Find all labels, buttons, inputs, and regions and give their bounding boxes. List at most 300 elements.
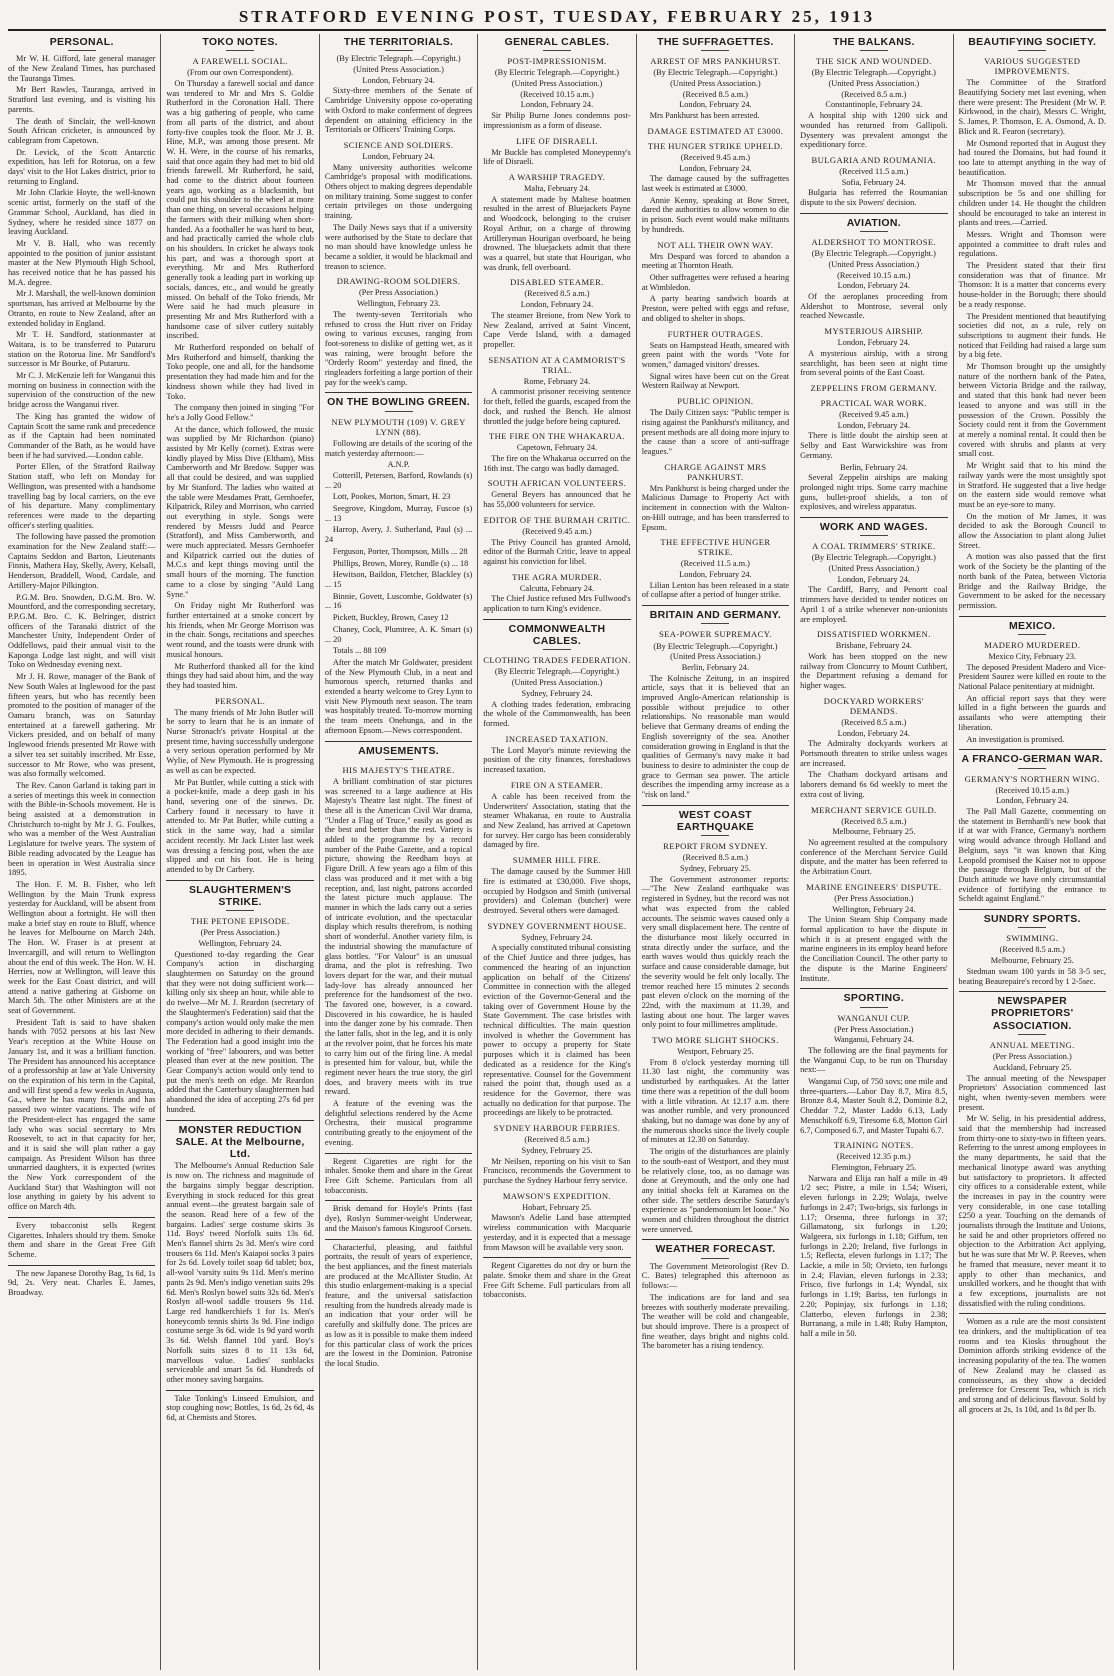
dateline: (United Press Association.): [828, 79, 920, 89]
section-divider: [325, 1200, 472, 1201]
article-paragraph: The Daily News says that if a university were authorised by the State to declare that no man should have knowledge unless he became a soldier, it would be blackmail and treason to science.: [324, 222, 473, 271]
article-paragraph: The Cardiff, Barry, and Penortt coal trimmers have decided to tender notices on April 1 of a strike whenever non-unionists are employed.: [800, 585, 948, 624]
dateline: London, February 24.: [837, 281, 910, 291]
short-rule: [226, 50, 254, 51]
article-paragraph: The new Japanese Dorothy Bag, 1s 6d, 1s 9d, 2s. Very neat. Charles E. James, Broadway.: [8, 1268, 156, 1298]
sub-heading: POST-IMPRESSIONISM.: [507, 56, 607, 67]
short-rule: [1018, 634, 1046, 635]
dateline: London, February 24.: [837, 338, 910, 348]
article-paragraph: Mr Wright said that to his mind the railway yards were the most unsightly spot in Stratford. He suggested that a live hedge on the eastern side would remove what must be an eye-sore to many.: [958, 461, 1106, 509]
sub-heading: MADERO MURDERED.: [984, 639, 1081, 650]
article-paragraph: Messrs. Wright and Thomson were appointed a committee to draft rules and regulations.: [958, 229, 1106, 259]
article-paragraph: P.G.M. Bro. Snowden, D.G.M. Bro. W. Mountford, and the corresponding secretary, P.P.G.M. Bro. C. K. Belringer, district officers of the Taranaki district of the Manchester Unity, Independent Order of Oddfellows, paid their annual visit to the Kaponga Lodge last night, and will visit Toko on Wednesday evening next.: [8, 592, 156, 670]
sub-heading: DOCKYARD WORKERS' DEMANDS.: [823, 695, 924, 716]
masthead-rule: [8, 29, 1106, 31]
article-paragraph: Cotterill, Petersen, Barford, Rowlands (s) ... 20: [324, 470, 473, 490]
sub-heading: THE HUNGER STRIKE UPHELD.: [647, 140, 783, 151]
dateline: (Received 8.5 a.m.): [841, 89, 907, 99]
article-paragraph: Stedman swam 100 yards in 58 3-5 sec, beating Beaurepaire's record by 1 2-5sec.: [958, 966, 1106, 986]
article-paragraph: Seegrove, Kingdom, Murray, Fuscoe (s) ... 13: [324, 504, 473, 523]
dateline: Wellington, February 23.: [356, 299, 441, 309]
section-heading: THE TERRITORIALS.: [343, 36, 454, 48]
dateline: (By Electric Telegraph.—Copyright.): [653, 641, 778, 651]
short-rule: [385, 50, 413, 51]
article-paragraph: Mr Rutherford thanked all for the kind things they had said about him, and the way they had toasted him.: [166, 661, 314, 690]
sub-heading: CHARGE AGAINST MRS PANKHURST.: [664, 461, 767, 482]
article-paragraph: Mr Neilsen, reporting on his visit to San Francisco, recommends the Government to purchase the Sydney Harbour ferry service.: [483, 1156, 631, 1185]
sub-heading: DRAWING-ROOM SOLDIERS.: [336, 276, 461, 287]
section-divider: [800, 213, 947, 214]
article-paragraph: Characterful, pleasing, and faithful portraits, the result of years of experience, the best appliances, and the finest materials are produced at the McAllister Studio. At this studio enlargement-making is a special feature, and the universal satisfaction resulting from the hundreds already made is an indication that your order will be carefully and skilfully done. The prices are as low as it is possible to make them indeed for this particular class of work the prices are the lowest in the Dominion. Patronise the local Studio.: [324, 1242, 473, 1368]
sub-heading: NEW PLYMOUTH (109) V. GREY LYNN (88).: [331, 416, 466, 437]
dateline: (From our own Correspondent).: [187, 68, 294, 78]
sub-heading: PERSONAL.: [215, 695, 266, 706]
dateline: Hobart, February 25.: [522, 1202, 592, 1212]
columns: [8, 34, 1106, 1670]
article-paragraph: Take Tonking's Linseed Emulsion, and stop coughing now; Bottles, 1s 6d, 2s 6d, 4s 6d, at Chemists and Stores.: [166, 1393, 314, 1423]
section-divider: [166, 1120, 313, 1121]
article-paragraph: The Government Meteorologist (Rev D. C. Bates) telegraphed this afternoon as follows:—: [641, 1261, 790, 1291]
article-paragraph: The Hon. F. M. B. Fisher, who left Wellington by the Main Trunk express yesterday for Auckland, will be absent from Wellington about a fortnight. He will then make a brief stay en route to Bluff, whence he leaves for Melbourne on March 24th. The Hon. W. Fraser is at present at Invercargill, and will return to Wellington about the end of this week. The Hon. W. H. Herries, now at Wellington, will leave this week for the East Coast district, and will attend a native gathering at Gisborne on March 5th. The other Ministers are at the seat of Government.: [8, 879, 156, 1016]
article-paragraph: The Chief Justice refused Mrs Fullwood's application to turn King's evidence.: [483, 594, 631, 614]
article-paragraph: The King has granted the widow of Captain Scott the same rank and precedence as if the Captain had been nominated Commander of the Bath, as he would have been if he had survived.—London cable.: [8, 411, 156, 460]
sub-heading: PUBLIC OPINION.: [677, 396, 754, 407]
article-paragraph: Mr John Clarkie Hoyte, the well-known scenic artist, formerly on the staff of the Grammar School, Auckland, has died in Sydney, where he resided since 1877 on leaving Auckland.: [8, 188, 156, 237]
sub-heading: MERCHANT SERVICE GUILD.: [811, 804, 937, 815]
sub-heading: SWIMMING.: [1006, 933, 1059, 944]
dateline: Constantinople, February 24.: [825, 100, 923, 110]
article-paragraph: Mrs Pankhurst is being charged under the Malicious Damage to Property Act with incitement in connection with the Walton-on-Hill outrage, and has been transferred to Epsom.: [641, 483, 790, 532]
article-paragraph: Mr W. H. Gifford, late general manager of the New Zealand Times, has purchased the Tauranga Times.: [8, 54, 156, 83]
article-paragraph: Many university authorities welcome Cambridge's proposal with modifications. Others object to making degrees dependable on military training. Some suggest to confer certain privileges on those undergoing training.: [324, 162, 473, 221]
sub-heading: PRACTICAL WAR WORK.: [820, 397, 928, 408]
dateline: (Received 9.45 a.m.): [680, 152, 751, 162]
dateline: London, February 24.: [679, 100, 752, 110]
sub-heading: THE SICK AND WOUNDED.: [815, 56, 932, 67]
sub-heading: MYSTERIOUS AIRSHIP.: [824, 326, 924, 337]
section-divider: [483, 1257, 630, 1258]
short-rule: [860, 231, 888, 232]
article-paragraph: No agreement resulted at the compulsory conference of the Merchant Service Guild dispute, and the matter has been referred to the Arbitration Court.: [800, 838, 948, 877]
sub-heading: WANGANUI CUP.: [837, 1012, 911, 1023]
article-paragraph: Lilian Lenton has been released in a state of collapse after a period of hunger strike.: [641, 580, 790, 600]
article-paragraph: The Chatham dockyard artisans and laborers demand 6s 6d weekly to meet the extra cost of living.: [800, 770, 948, 799]
article-paragraph: A statement made by Maltese boatmen resulted in the arrest of Bluejackets Payne and Woodcock, belonging to the cruiser Royal Arthur, on a charge of throwing Artilleryman Hourigan overboard, he being drowned. The bluejackets admit that there was a quarrel, but state that Hourigan, who was drunk, fell overboard.: [483, 194, 631, 272]
dateline: (By Electric Telegraph.—Copyright.): [811, 68, 936, 78]
article-paragraph: A brilliant combination of star pictures was screened to a large audience at His Majesty's Theatre last night. The finest of these all is the American Civil War drama, "Under a Flag of Truce," easily as good as the best and better than the rest. Variety is added to the programme by a record number of the Pathe Gazette, and a topical picture, showing the Reedham boys at Figure Drill. A few years ago a film of this class was produced and it met with a big reception, and, last night, patrons accorded the latest picture much applause. The manner in which the lads carry out a series of intricate evolution, and the spectacular display which results therefrom, is nothing short of wonderful. Another variety film, is the industrial showing the manufacture of glass bottles. "For Valour" is an unusual drama, and the plot is refreshing. Two lovers depart for the war, and their mutual lady-love has already announced her preference for the handsomest of the two. The favored one, however, is a coward. Discovered in his cowardice, he is hauled into the danger zone by his comrade. Then the latter falls, shot in the leg, and it is only at the revolver point, that he forces his mate to carry him out of the firing line. A medal is presented him for valour, but, while the regiment never hears the true story, the girl does, and bravery meets with its true reward.: [324, 776, 473, 1097]
article-paragraph: The Lord Mayor's minute reviewing the position of the city finances, foreshadows increased taxation.: [483, 745, 631, 775]
dateline: (Received 12.35 p.m.): [836, 1152, 911, 1162]
short-rule: [543, 649, 571, 650]
article-paragraph: The many friends of Mr John Butler will be sorry to learn that he is an inmate of Nurse Stronach's private Hospital at the present time, having successfully undergone a very serious operation performed by Mr Wylie, of New Plymouth. He is progressing as well as can be expected.: [166, 707, 314, 775]
article-paragraph: The twenty-seven Territorials who refused to cross the Hutt river on Friday owing to various excuses, ranging from foot-soreness to dislike of getting wet, as it was raining, were brought before the "Orderly Room" yesterday and fined, the ringleaders forfeiting a large portion of their pay for the week's camp.: [324, 309, 473, 387]
dateline: Westport, February 25.: [677, 1047, 754, 1057]
dateline: Sydney, February 24.: [521, 932, 593, 942]
section-divider: [642, 605, 789, 606]
short-rule: [1018, 768, 1046, 769]
sub-heading: TWO MORE SLIGHT SHOCKS.: [652, 1035, 779, 1046]
article-paragraph: Mr T. H. Sandford, stationmaster at Waitara, is to be transferred to Putaruru station on the Rotorua line. Mr Sandford's successor is Mr Bourke, of Putaruru.: [8, 330, 156, 369]
article-paragraph: Lott, Pookes, Morton, Smart, H. 23: [332, 492, 451, 502]
article-paragraph: A mysterious airship, with a strong searchlight, has been seen at night time from several points of the East Coast.: [800, 348, 948, 378]
article-paragraph: An investigation is promised.: [966, 734, 1065, 744]
article-paragraph: Sixty-three members of the Senate of Cambridge University oppose co-operating with Oxford to make conferment of degrees dependent on attaining efficiency in the Territorials or Officers' Training Corps.: [324, 86, 473, 135]
sub-heading: A FAREWELL SOCIAL.: [192, 56, 288, 67]
dateline: (Per Press Association.): [834, 1024, 914, 1034]
short-rule: [1018, 50, 1046, 51]
article-paragraph: The steamer Breione, from New York to New Zealand, arrived at Saint Vincent, Cape Verde Island, with a damaged propeller.: [483, 310, 631, 349]
dateline: London, February 24.: [837, 728, 910, 738]
article-paragraph: The Pall Mall Gazette, commenting on the statement in Bernhardi's new book that if at war with France, Germany's northern wing would advance through Holland and Belgium, says "it was known that King Leopold promised the Kaiser not to oppose the passage through Belgium, but of the Dutch attitude we have only circumstantial evidence of fortifying the entrance to Scheldt against England.": [958, 807, 1106, 904]
article-paragraph: An official report says that they were killed in a fight between the guards and assailants who were attempting their liberation.: [958, 693, 1106, 732]
dateline: (By Electric Telegraph.—Copyright.): [494, 68, 620, 78]
column-2: [160, 34, 318, 1670]
dateline: Mexico City, February 23.: [988, 651, 1077, 661]
sub-heading: NOT ALL THEIR OWN WAY.: [657, 239, 774, 250]
section-heading: MONSTER REDUCTION SALE. At the Melbourne, Ltd.: [175, 1123, 305, 1161]
dateline: (By Electric Telegraph.—Copyright.): [336, 54, 461, 64]
sub-heading: A WARSHIP TRAGEDY.: [508, 172, 606, 182]
dateline: Sydney, February 25.: [679, 864, 751, 874]
article-paragraph: Mr J. H. Rowe, manager of the Bank of New South Wales at Inglewood for the past fifteen years, but who has recently been promoted to the position of manager of the Oamaru branch, was on Saturday entertained at a farewell gathering. Mr Vickers presided, and on behalf of many Inglewood friends presented Mr Rowe with a silver tea set suitably inscribed. Mr Esse, successor to Mr Rowe, who was present, was also formally welcomed.: [8, 672, 156, 779]
sub-heading: THE AGRA MURDER.: [512, 571, 602, 582]
article-paragraph: Totals ... 88 109: [332, 646, 387, 656]
sub-heading: REPORT FROM SYDNEY.: [663, 841, 768, 852]
dateline: (Received 8.5 a.m.): [682, 89, 748, 99]
section-divider: [959, 616, 1106, 617]
article-paragraph: Mr Thomson moved that the annual subscription be 5s and one shilling for children under 14. He thought the children should be encouraged to take an interest in plants and trees.—Carried.: [958, 179, 1106, 228]
article-paragraph: A motion was also passed that the first work of the Society be the planting of the north bank of the Patea, between Victoria Bridge and the Railway Bridge, the Government to be asked for the necessary permission.: [958, 552, 1106, 610]
dateline: Melbourne, February 25.: [990, 956, 1074, 966]
section-heading: BEAUTIFYING SOCIETY.: [968, 36, 1097, 48]
sub-heading: THE PETONE EPISODE.: [190, 916, 290, 927]
article-paragraph: Ferguson, Porter, Thompson, Mills ... 28: [332, 546, 468, 556]
article-paragraph: Work has been stopped on the new railway from Cloncurry to Mount Cuthbert, the Department refusing a demand for higher wages.: [800, 652, 948, 691]
section-divider: [166, 1390, 313, 1391]
sub-heading: SENSATION AT A CAMMORIST'S TRIAL.: [488, 354, 626, 375]
section-heading: A FRANCO-GERMAN WAR.: [961, 753, 1103, 766]
dateline: (By Electric Telegraph.—Copyright.): [811, 553, 936, 563]
article-paragraph: Mr Buckle has completed Moneypenny's life of Disraeli.: [483, 147, 631, 167]
article-paragraph: The President stated that their first consideration was that of finance. Mr Thomson: It is a matter that concerns every house-holder in the Borough; there should be a ready response.: [958, 261, 1106, 309]
short-rule: [701, 50, 729, 51]
article-paragraph: Hewitson, Baildon, Fletcher, Blackley (s) ... 15: [324, 570, 473, 589]
section-divider: [325, 741, 472, 742]
sub-heading: INCREASED TAXATION.: [505, 733, 609, 744]
dateline: Brisbane, February 24.: [835, 641, 912, 651]
article-paragraph: The origin of the disturbances are plainly to the south-east of Westport, and they must be relatively close, too, as no damage was done at Greymouth, and the only one had any initial shocks felt at Karamea on the other side. The settlers describe Saturday's experience as "pandemonium let loose." No women and children throughout the district were unnerved.: [641, 1147, 790, 1234]
article-paragraph: The Rev. Canon Garland is taking part in a series of meetings this week in connection with the Bible-in-Schools movement. He is being assisted at a demonstration in Christchurch to-night by Mr J. G. Foulkes, who was a member of the West Australian Legislature for twelve years. The system of Bible reading advocated by the League has been in operation in West Australia since 1895.: [8, 780, 156, 878]
section-divider: [325, 392, 472, 393]
dateline: (United Press Association.): [511, 678, 603, 688]
section-divider: [642, 1239, 789, 1240]
article-paragraph: The Melbourne's Annual Reduction Sale is now on. The richness and magnitude of the bargains simply beggar description. Everything in stock reduced for this great annual event—the greatest bargain sale of the season. Read here of a few of the bargains. Ladies' serge costume skirts 3s 11d. Boys' tweed Norfolk suits 13s 6d. Men's flannel shirts 2s 3d. Men's wire cord trousers 6s 11d. Men's Kaiapoi socks 3 pairs for 2s 6d. Lovely toilet soap 6d tablet; box, all-wool 'varsity suits 9s 11d. Men's merino pants 2s 9d. Men's indigo venetian suits 29s 6d. Men's Roslyn bowel suits 32s 6d. Men's Roslyn all-wool saddle trousers 9s 11d. Large red handkerchiefs 1 for 1s. Men's honeycomb tennis shirts 3s 9d. Fine indigo costume serge 3s 6d. wide 1s 9d yard worth 3s 6d. Welsh flannel 10d yard. Boy's Norfolk suits sizes 8 to 11 13s 6d, marvellous value. Ladies' sunblacks serviceable and smart 5s 6d. Hundreds of other money saving bargains.: [166, 1161, 314, 1384]
article-paragraph: The death of Sinclair, the well-known South African cricketer, is announced by cablegram from Capetown.: [8, 116, 156, 145]
article-paragraph: Brisk demand for Hoyle's Prints (fast dye), Roslyn Summer-weight Underwear, and the Maison's famous Kingsroof Corsets.: [324, 1204, 473, 1233]
sub-heading: SUMMER HILL FIRE.: [512, 855, 602, 866]
dateline: London, February 24.: [837, 574, 910, 584]
section-heading: NEWSPAPER PROPRIETORS' ASSOCIATION.: [991, 995, 1074, 1032]
article-paragraph: A cammorist prisoner receiving sentence for theft, felled the guards, escaped from the dock, and rushed the Bench. He almost throttled the judge before being captured.: [483, 387, 631, 426]
article-paragraph: Mr W. Selig, in his presidential address, said that the membership had increased from thirty-one to sixty-two in fifteen years. Referring to the unrest among employees in the many departments, he said that the mechanical linotype award was anything but satisfactory to proprietors. It affected city offices to a considerable extent, while the increases in pay in the country were very considerable, in one case totalling £250 a year. Touching on the demands of journalists through the Institute and Unions, he said he and other proprietors offered no objection to the Arbitration Act applying, but he was sure that Mr W. P. Reeves, when he framed that measure, never meant it to apply to other than mechanics, and unskilled workers, and he thought that with a few exceptions, journalists are not dissatisfied with the ruling conditions.: [958, 1114, 1106, 1308]
dateline: (Received 8.5 a.m.): [682, 853, 748, 863]
article-paragraph: Signal wires have been cut on the Great Western Railway at Newport.: [641, 371, 790, 391]
article-paragraph: Mrs Pankhurst has been arrested.: [649, 111, 760, 121]
section-divider: [8, 1217, 155, 1218]
sub-heading: ZEPPELINS FROM GERMANY.: [810, 382, 938, 393]
section-heading: AVIATION.: [846, 216, 901, 229]
dateline: Capetown, February 24.: [516, 443, 598, 453]
dateline: (United Press Association.): [670, 79, 761, 89]
short-rule: [1018, 927, 1046, 928]
dateline: (Received 8.5 a.m.): [524, 1135, 590, 1145]
article-paragraph: Bulgaria has referred the Roumanian dispute to the six Powers' decision.: [800, 188, 948, 208]
sub-heading: VARIOUS SUGGESTED IMPROVEMENTS.: [984, 56, 1081, 77]
article-paragraph: Pickett, Buckley, Brown, Casey 12: [332, 613, 449, 623]
dateline: Rome, February 24.: [523, 376, 591, 386]
dateline: Sofia, February 24.: [841, 177, 906, 187]
dateline: London, February 24.: [362, 151, 435, 161]
article-paragraph: Mr Pat Buttler, while cutting a stick with a pocket-knife, made a deep gash in his hand, severing one of the sinews. Dr. Carbery found it necessary to have it attended to. Mr Pat Butler, while cutting a stick in the same way, had a similar accident recently. Mr Jack Lister last week was dressing a fencing post, when the axe slipped and cut his foot. He is being attended to by Dr Carbery.: [166, 777, 314, 874]
dateline: A.N.P.: [387, 460, 410, 470]
section-divider: [959, 909, 1106, 910]
dateline: (Per Press Association.): [359, 288, 439, 298]
section-heading: COMMONWEALTH CABLES.: [508, 622, 606, 648]
article-paragraph: At the dance, which followed, the music was supplied by Mr Richardson (piano) assisted by Mr Kelly (cornet). Extras were kindly played by Miss Dive (Eltham), Miss Camberworth and Mr Bredow. Supper was all that could be desired, and was supplied by Mr Stanford. The ladies who waited at the table were Mesdames Pratt, Gernhoefer, Kilpatrick, Riley and Morrison, who carried out everything in style. Songs were rendered by Messrs Judd and Pearce (Stratford), and Miss Camberworth, and were much appreciated. Messrs Gernhoefer and Kilpatrick carried out the duties of M.C.s and kept things moving until the small hours of the morning. The function came to a close by singing "Auld Lang Syne.": [166, 424, 314, 599]
article-paragraph: The company then joined in singing "For he's a Jolly Good Fellow.": [166, 403, 314, 422]
dateline: Flemington, February 25.: [831, 1163, 917, 1173]
section-heading: PERSONAL.: [49, 36, 114, 48]
dateline: (Received 10.15 a.m.): [995, 785, 1069, 795]
sub-heading: TRAINING NOTES.: [834, 1140, 914, 1151]
dateline: (Received 10.15 a.m.): [837, 270, 911, 280]
article-paragraph: From 8 o'clock yesterday morning till 11.30 last night, the community was undisturbed by earthquakes. At the latter time there was a repetition of the dull boom with a little vibration. At 12.17 a.m. there was another rumble, and very pronounced shaking, but no damage was done by any of the numerous shocks since the lively couple of minutes at 12.30 on Saturday.: [641, 1057, 790, 1145]
article-paragraph: The damage caused by the suffragettes last week is estimated at £3000.: [641, 174, 790, 194]
sub-heading: ALDERSHOT TO MONTROSE.: [811, 237, 937, 248]
section-heading: TOKO NOTES.: [202, 36, 278, 48]
sub-heading: FIRE ON A STEAMER.: [510, 779, 604, 790]
article-paragraph: The Daily Citizen says: "Public temper is rising against the Pankhurst's militancy, and present methods are all doing more injury to the cause than a score of anti-suffrage leagues.": [641, 408, 790, 456]
sub-heading: SEA-POWER SUPREMACY.: [658, 629, 772, 640]
dateline: Melbourne, February 25.: [832, 827, 916, 837]
article-paragraph: The indications are for land and sea breezes with southerly moderate prevailing. The weather will be cold and changeable, but should improve. There is a prospect of fine weather, days bright and nights cold. The barometer has a rising tendency.: [641, 1292, 790, 1351]
dateline: (United Press Association.): [511, 79, 603, 89]
column-1: [8, 34, 160, 1670]
article-paragraph: On Thursday a farewell social and dance was tendered to Mr and Mrs S. Goldie Rutherford in the Coronation Hall. There was a big gathering of people, who came from all parts of the district, and about forty-five couples took the floor. Mr J. B. Hine, M.P., was among those present. Mr W. H. Were, in the course of his remarks, said that once again they had met to bid old friends farewell. Mr Rutherford, he said, had come to the district about fourteen years ago, working as a blacksmith, but could put his shoulder to the wheel at more than one thing, on several occasions helping the farmers with their milking when short-handed. As a footballer he was hard to beat, and had practically carried the whole club on his shoulders. In cricket he always took his part, and was a thorough sport at everything. Mr and Mrs Rutherford generally took a leading part in working up socials, dances, etc., and would be greatly missed. On behalf of the Toko friends, Mr Were said he had much pleasure in presenting Mr and Mrs Rutherford with a handsome case of silver cutlery suitably inscribed.: [166, 79, 314, 341]
article-paragraph: Mr C. J. McKenzie left for Wanganui this morning on business in connection with the supervision of the construction of the new bridge across the Wanganui river.: [8, 371, 156, 410]
dateline: (United Press Association.): [828, 259, 920, 269]
article-paragraph: Annie Kenny, speaking at Bow Street, dared the authorities to allow women to die in prison. Such event would make militants by hundreds.: [641, 195, 790, 234]
dateline: (Per Press Association.): [200, 928, 280, 938]
article-paragraph: A feature of the evening was the delightful selections rendered by the Acme Orchestra, their musical programme contributing greatly to the enjoyment of the evening.: [324, 1099, 473, 1147]
article-paragraph: Mrs Despard was forced to abandon a meeting at Thornton Heath.: [641, 251, 790, 271]
article-paragraph: Porter Ellen, of the Stratford Railway Station staff, who left on Monday for Wellington, was presented with a handsome travelling bag by local carriers, on the eve of his departure. Many complimentary references were made to the departing officer's sterling qualities.: [8, 462, 156, 530]
dateline: Calcutta, February 24.: [519, 583, 595, 593]
section-divider: [325, 1153, 472, 1154]
sub-heading: GERMANY'S NORTHERN WING.: [964, 773, 1100, 784]
sub-heading: MAWSON'S EXPEDITION.: [502, 1190, 612, 1201]
sub-heading: ARREST OF MRS PANKHURST.: [650, 56, 781, 67]
sub-heading: THE EFFECTIVE HUNGER STRIKE.: [660, 537, 771, 558]
article-paragraph: Every tobacconist sells Regent Cigarettes. Inhalers should try them. Smoke them and share in the Great Free Gift Scheme.: [8, 1220, 156, 1259]
dateline: (Received 10.15 a.m.): [520, 89, 594, 99]
section-divider: [959, 1313, 1106, 1314]
section-heading: SLAUGHTERMEN'S STRIKE.: [188, 883, 292, 908]
article-paragraph: Mr Osmond reported that in August they had toured the Domains, but had found it too late to attempt anything in the way of beautification.: [958, 138, 1106, 177]
sub-heading: ANNUAL MEETING.: [989, 1040, 1075, 1051]
sub-heading: LIFE OF DISRAELI.: [516, 135, 598, 146]
article-paragraph: The following are the final payments for the Wanganui Cup, to be run on Thursday next:—: [800, 1045, 948, 1075]
article-paragraph: A cable has been received from the Underwriters' Association, stating that the steamer Whakarua, en route to Australia and New Zealand, has arrived at Capetown for survey. Her cargo has been considerably damaged by fire.: [483, 791, 631, 850]
short-rule: [860, 1007, 888, 1008]
section-heading: MEXICO.: [1009, 619, 1056, 632]
article-paragraph: Harrop, Avery, J. Sutherland, Paul (s) ... 24: [324, 525, 473, 545]
short-rule: [860, 50, 888, 51]
dateline: Sydney, February 24.: [521, 688, 593, 698]
dateline: Wellington, February 24.: [832, 904, 916, 914]
section-heading: ON THE BOWLING GREEN.: [327, 396, 470, 409]
section-heading: AMUSEMENTS.: [358, 744, 439, 757]
article-paragraph: President Taft is said to have shaken hands with 7052 persons at his last New Year's reception at the White House on January 1st, and it was a brilliant function. The President has announced his acceptance of a professorship at law at Yale University on the expiration of his term in the Capital, and will first spend a few weeks in Augusta, Ga., where he has many friends and has passed two winter vacations. The wife of the President-elect has engaged the same lady who was social secretary to Mrs Roosevelt, to act in that capacity for her, and it is said she will plan rather a gay campaign. As President Wilson has three unmarried daughters, it is expected (writes the New York correspondent of the Auckland Star) that Washington will not lose anything in gaiety by his advent to office on March 4th.: [8, 1017, 156, 1212]
dateline: London, February 24.: [520, 100, 594, 110]
section-heading: THE SUFFRAGETTES.: [657, 36, 774, 48]
section-heading: SUNDRY SPORTS.: [983, 913, 1081, 926]
sub-heading: SYDNEY HARBOUR FERRIES.: [493, 1123, 621, 1134]
column-6: [794, 34, 952, 1670]
dateline: Wanganui, February 24.: [833, 1035, 914, 1045]
article-paragraph: Mr Rutherford responded on behalf of Mrs Rutherford and himself, thanking the Toko people, one and all, for the handsome presentation they had made him and for the kindness shown while they had lived in Toko.: [166, 343, 314, 401]
sub-heading: SYDNEY GOVERNMENT HOUSE.: [487, 920, 627, 931]
article-paragraph: Mr Bert Rawles, Tauranga, arrived in Stratford last evening, and is visiting his parents.: [8, 85, 156, 114]
section-divider: [483, 619, 630, 620]
short-rule: [226, 910, 254, 911]
sub-heading: MARINE ENGINEERS' DISPUTE.: [806, 881, 942, 892]
article-paragraph: Other suffragettes were refused a hearing at Wimbledon.: [641, 273, 790, 292]
article-paragraph: A party bearing sandwich boards at Preston, were pelted with eggs and refuse, and obliged to shelter in shops.: [641, 294, 790, 323]
article-paragraph: There is little doubt the airship seen at Selby and East Warwickshire was from Germany.: [800, 431, 948, 460]
dateline: (Received 11.5 a.m.): [680, 559, 750, 569]
article-paragraph: Phillips, Brown, Morey, Rundle (s) ... 18: [332, 558, 469, 568]
dateline: Berlin, February 24.: [681, 662, 750, 672]
sub-heading: THE FIRE ON THE WHAKARUA.: [488, 431, 625, 442]
article-paragraph: The Privy Council has granted Arnold, editor of the Burmah Critic, leave to appeal against his conviction for libel.: [483, 537, 631, 567]
short-rule: [701, 1258, 729, 1259]
dateline: (Received 9.45 a.m.): [839, 410, 909, 420]
article-paragraph: The Government astronomer reports:—"The New Zealand earthquake was registered in Sydney, but the record was not what was expected from the cabled accounts. The seismic waves caused only a very small displacement here. The centre of the disturbance most likely occurred in strata directly under the surface, and the earth waves would thus quickly reach the surface and cause considerable damage, but the severity would be felt only locally. The tremor reached here 15 minutes 2 seconds past eleven o'clock on the morning of the 22nd, with the maximum at 11.39, and lasting about one hour. The larger waves only point to four millimetres amplitude.: [641, 874, 790, 1030]
article-paragraph: Wanganui Cup, of 750 sovs; one mile and three-quarters.—Labor Day 8.7, Mira 8.5, Bronze 8.4, Master Soult 8.2, Dominie 8.2, Cheddar 7.2, Master Laddo 6.13, Lady Menschikoff 6.9, Tiresome 6.8, Motton Girl 6.7, Composed 6.7, and Master Tupahi 6.7.: [800, 1077, 948, 1135]
article-paragraph: Questioned to-day regarding the Gear Company's action in discharging slaughtermen on Saturday on the ground that they were not doing sufficient work—killing only six sheep an hour, while able to do twelve—Mr M. J. Reardon (secretary of the Slaughtermen's Federation) said that the company's action would only make the men more decided in adhering to their demands. The Federation had a good insight into the working of "free" labourers, and was better pleased than ever at the new position. The Gear Company's action would only tend to put the men's teeth on edge. Mr Reardon added that the Canterbury slaughtermen had abandoned the idea of accepting 27s 6d per hundred.: [166, 949, 314, 1114]
dateline: Berlin, February 24.: [840, 462, 908, 472]
section-divider: [325, 1239, 472, 1240]
masthead: STRATFORD EVENING POST, TUESDAY, FEBRUARY 25, 1913: [238, 7, 876, 26]
article-paragraph: The damage caused by the Summer Hill fire is estimated at £30,000. Five shops, occupied by Hodgson and Smith (universal providers) and Coleman (butcher) were destroyed. Several others were damaged.: [483, 867, 631, 915]
article-paragraph: Dr. Levick, of the Scott Antarctic expedition, has left for Rotorua, on a few days' visit to the Hot Lakes district, prior to returning to England.: [8, 147, 156, 186]
short-rule: [860, 535, 888, 536]
dateline: (Received 8.5 a.m.): [841, 717, 907, 727]
sub-heading: CLOTHING TRADES FEDERATION.: [483, 655, 631, 666]
sub-heading: SCIENCE AND SOLDIERS.: [343, 139, 454, 150]
article-paragraph: Mr Thomson brought up the unsightly nature of the northern bank of the Patea, between Victoria Bridge and the railway, and stated that this bank had never been leased to anyone and was still in the possession of the Crown. Possibly the Society could rent it from the Government at merely a nominal rental. It could then be covered with shrubs and plants at very small cost.: [958, 362, 1106, 459]
article-paragraph: Mr J. Marshall, the well-known dominion sportsman, has arrived at Melbourne by the Otranto, en route to New Zealand, after an extended holiday in England.: [8, 289, 156, 328]
dateline: Sydney, February 25.: [521, 1145, 593, 1155]
article-paragraph: Narwara and Elija ran half a mile in 49 1/2 sec; Pistre, a mile in 1.54; Wiseri, eleven furlongs in 2.29; Wolaja, twelve furlongs in 2.47; Two-brigs, six furlongs in 1.17; Orsenna, three furlongs in 37; Gillamatong, six furlongs in 1.20; Walgeera, six furlongs in 1.18; Giffum, ten furlongs in 2.20; Ireland, five furlongs in 1.5; Reflecta, eleven furlongs in 1.17; The Lackie, a mile in 50; Orvieto, ten furlongs in 2.4; Flavian, eleven furlongs in 2.33; Frisco, five furlongs in 1.4; Wyndal, six furlongs in 1.19; Bariss, ten furlongs in 2.20; Popinjay, six furlongs in 1.18; Clatterbo, eleven furlongs in 2.38; Burranang, a mile in 1.48; Ruby Hampton, half a mile in 50.: [800, 1173, 948, 1338]
sub-heading: SOUTH AFRICAN VOLUNTEERS.: [487, 478, 627, 489]
article-paragraph: After the match Mr Goldwater, president of the New Plymouth Club, in a neat and humorous speech, returned thanks and extended a hearty welcome to Grey Lynn to visit New Plymouth next season. The team was hospitably treated. To-morrow morning the team meets Onehunga, and in the afternoon Epsom.—News correspondent.: [324, 657, 473, 735]
sub-heading: BULGARIA AND ROUMANIA.: [811, 154, 937, 165]
article-paragraph: The President mentioned that beautifying societies did not, as a rule, rely on subscriptions to augment their funds. He noticed that Feilding had raised a large sum by a big fete.: [958, 311, 1106, 360]
sub-heading: EDITOR OF THE BURMAH CRITIC.: [483, 514, 631, 525]
dateline: (By Electric Telegraph.—Copyright.): [494, 667, 620, 677]
section-divider: [800, 988, 947, 989]
sub-heading: DAMAGE ESTIMATED AT £3000.: [647, 125, 784, 136]
article-paragraph: The annual meeting of the Newspaper Proprietors' Association commenced last night, when twenty-seven members were present.: [958, 1073, 1106, 1112]
article-paragraph: Chaney, Cock, Plumtree, A. K. Smart (s) ... 20: [324, 624, 473, 644]
article-paragraph: General Beyers has announced that he has 55,000 volunteers for service.: [483, 490, 631, 510]
article-paragraph: The Kolnische Zeitung, in an inspired article, says that it is believed that an improved Anglo-American relationship is possible without prejudice to other relationships. No reasonable man would believe that Germany dreams of ending the English sovereignty of the sea. Another consideration growing in England is that the qualities of Germany's navy make it bad business to desire to administer the coup de grace to German sea power. The article describes the impending army increase as a "risk on land.": [641, 673, 790, 800]
dateline: London, February 24.: [996, 796, 1069, 806]
dateline: Auckland, February 25.: [992, 1062, 1072, 1072]
dateline: (United Press Association.): [670, 652, 761, 662]
section-divider: [8, 1265, 155, 1266]
section-heading: WORK AND WAGES.: [819, 521, 928, 534]
article-paragraph: The Admiralty dockyards workers at Portsmouth threaten to strike unless wages are increased.: [800, 739, 948, 768]
sub-heading: FURTHER OUTRAGES.: [667, 328, 764, 339]
sub-heading: A COAL TRIMMERS' STRIKE.: [812, 541, 936, 552]
article-paragraph: Several Zeppelin airships are making prolonged night trips. Some carry machine guns, bullet-proof shields, a ton of explosives, and wireless apparatus.: [800, 473, 948, 512]
section-heading: THE BALKANS.: [832, 36, 915, 48]
section-heading: SPORTING.: [843, 992, 905, 1005]
article-paragraph: Regent Cigarettes do not dry or burn the palate. Smoke them and share in the Great Free Gift Scheme. Full particulars from all tobacconists.: [483, 1261, 631, 1300]
article-paragraph: The following have passed the promotion examination for the New Zealand staff:—Captains Seddon and Barton, Lieutenants Finnis, Mathera Hay, Skelly, Avery, Kelsall, Henderson, Braddell, Wood, Cardale, and Artillery-Major Pilkington.: [8, 532, 156, 590]
section-heading: WEST COAST EARTHQUAKE: [676, 808, 754, 834]
column-4: [477, 34, 635, 1670]
dateline: (Received 8.5 a.m.): [841, 816, 907, 826]
article-paragraph: A specially constituted tribunal consisting of the Chief Justice and three judges, has commenced the hearing of an injunction application on behalf of the Citizens' Committee in connection with the alleged eviction of the Governor-General and the taking over of Government House by the State Government. The case bristles with technical difficulties. The main question involved is whether the Government has power to occupy a property for State purposes which it is claimed has been dedicated as a residence for the King's representative. Counsel for the Government raised the point that, though used as a residence for the Governor, there was actually no dedication for that purpose. The proceedings are likely to be protracted.: [483, 943, 631, 1118]
short-rule: [701, 623, 729, 624]
article-paragraph: Of the aeroplanes proceeding from Aldershot to Montrose, several only reached Newcastle.: [800, 291, 948, 321]
section-divider: [642, 805, 789, 806]
short-rule: [68, 50, 96, 51]
section-divider: [959, 991, 1106, 992]
article-paragraph: A clothing trades federation, embracing the whole of the Commonwealth, has been formed.: [483, 699, 631, 728]
dateline: London, February 24.: [520, 300, 594, 310]
dateline: (By Electric Telegraph.—Copyright.): [811, 249, 936, 259]
short-rule: [701, 835, 729, 836]
article-paragraph: Women as a rule are the most consistent tea drinkers, and the multiplication of tea rooms and tea Kiosks throughout the Dominion affords striking evidence of the increasing popularity of the tea. The women of New Zealand may be classed as connoisseurs, as they show a decided preference for Crescent Tea, which is rich and strong and of delicious flavour. Sold by all grocers at 2s, 1s 10d, and 1s 8d per lb.: [958, 1317, 1106, 1414]
short-rule: [543, 50, 571, 51]
article-paragraph: On the motion of Mr James, it was decided to ask the Borough Council to allow the Association to plant along Juliet Street.: [958, 511, 1106, 550]
article-paragraph: On Friday night Mr Rutherford was further entertained at a smoke concert by his friends, when Mr George Morrison was in the chair. Songs, recitations and speeches went round, and the toasts were drunk with musical honours.: [166, 601, 314, 659]
article-paragraph: Mawson's Adelie Land base attempted wireless communication with Macquarie yesterday, and it is expected that a message from Mawson will be available very soon.: [483, 1213, 631, 1252]
dateline: (Per Press Association.): [992, 1052, 1072, 1062]
short-rule: [385, 759, 413, 760]
sub-heading: DISABLED STEAMER.: [510, 277, 604, 288]
article-paragraph: Seats on Hampstead Heath, smeared with green paint with the words "Vote for women," damaged visitors' dresses.: [641, 340, 790, 369]
dateline: (Received 9.45 a.m.): [522, 526, 592, 536]
dateline: (By Electric Telegraph.—Copyright.): [653, 68, 778, 78]
section-heading: GENERAL CABLES.: [504, 36, 610, 48]
section-heading: BRITAIN AND GERMANY.: [649, 609, 782, 622]
dateline: London, February 24.: [837, 420, 910, 430]
section-heading: WEATHER FORECAST.: [655, 1243, 776, 1256]
article-paragraph: Following are details of the scoring of the match yesterday afternoon:—: [324, 438, 473, 458]
article-paragraph: The Union Steam Ship Company made formal application to have the dispute in which it is at present engaged with the marine engineers in its employ heard before the Conciliation Council. The other party to the dispute is the Marine Engineers' Institute.: [800, 915, 948, 983]
section-divider: [166, 880, 313, 881]
column-5: [636, 34, 794, 1670]
dateline: London, February 24.: [679, 163, 752, 173]
article-paragraph: Binnie, Govett, Luscombe, Goldwater (s) ... 16: [324, 591, 473, 611]
article-paragraph: The fire on the Whakarua occurred on the 16th inst. The cargo was badly damaged.: [483, 454, 631, 473]
